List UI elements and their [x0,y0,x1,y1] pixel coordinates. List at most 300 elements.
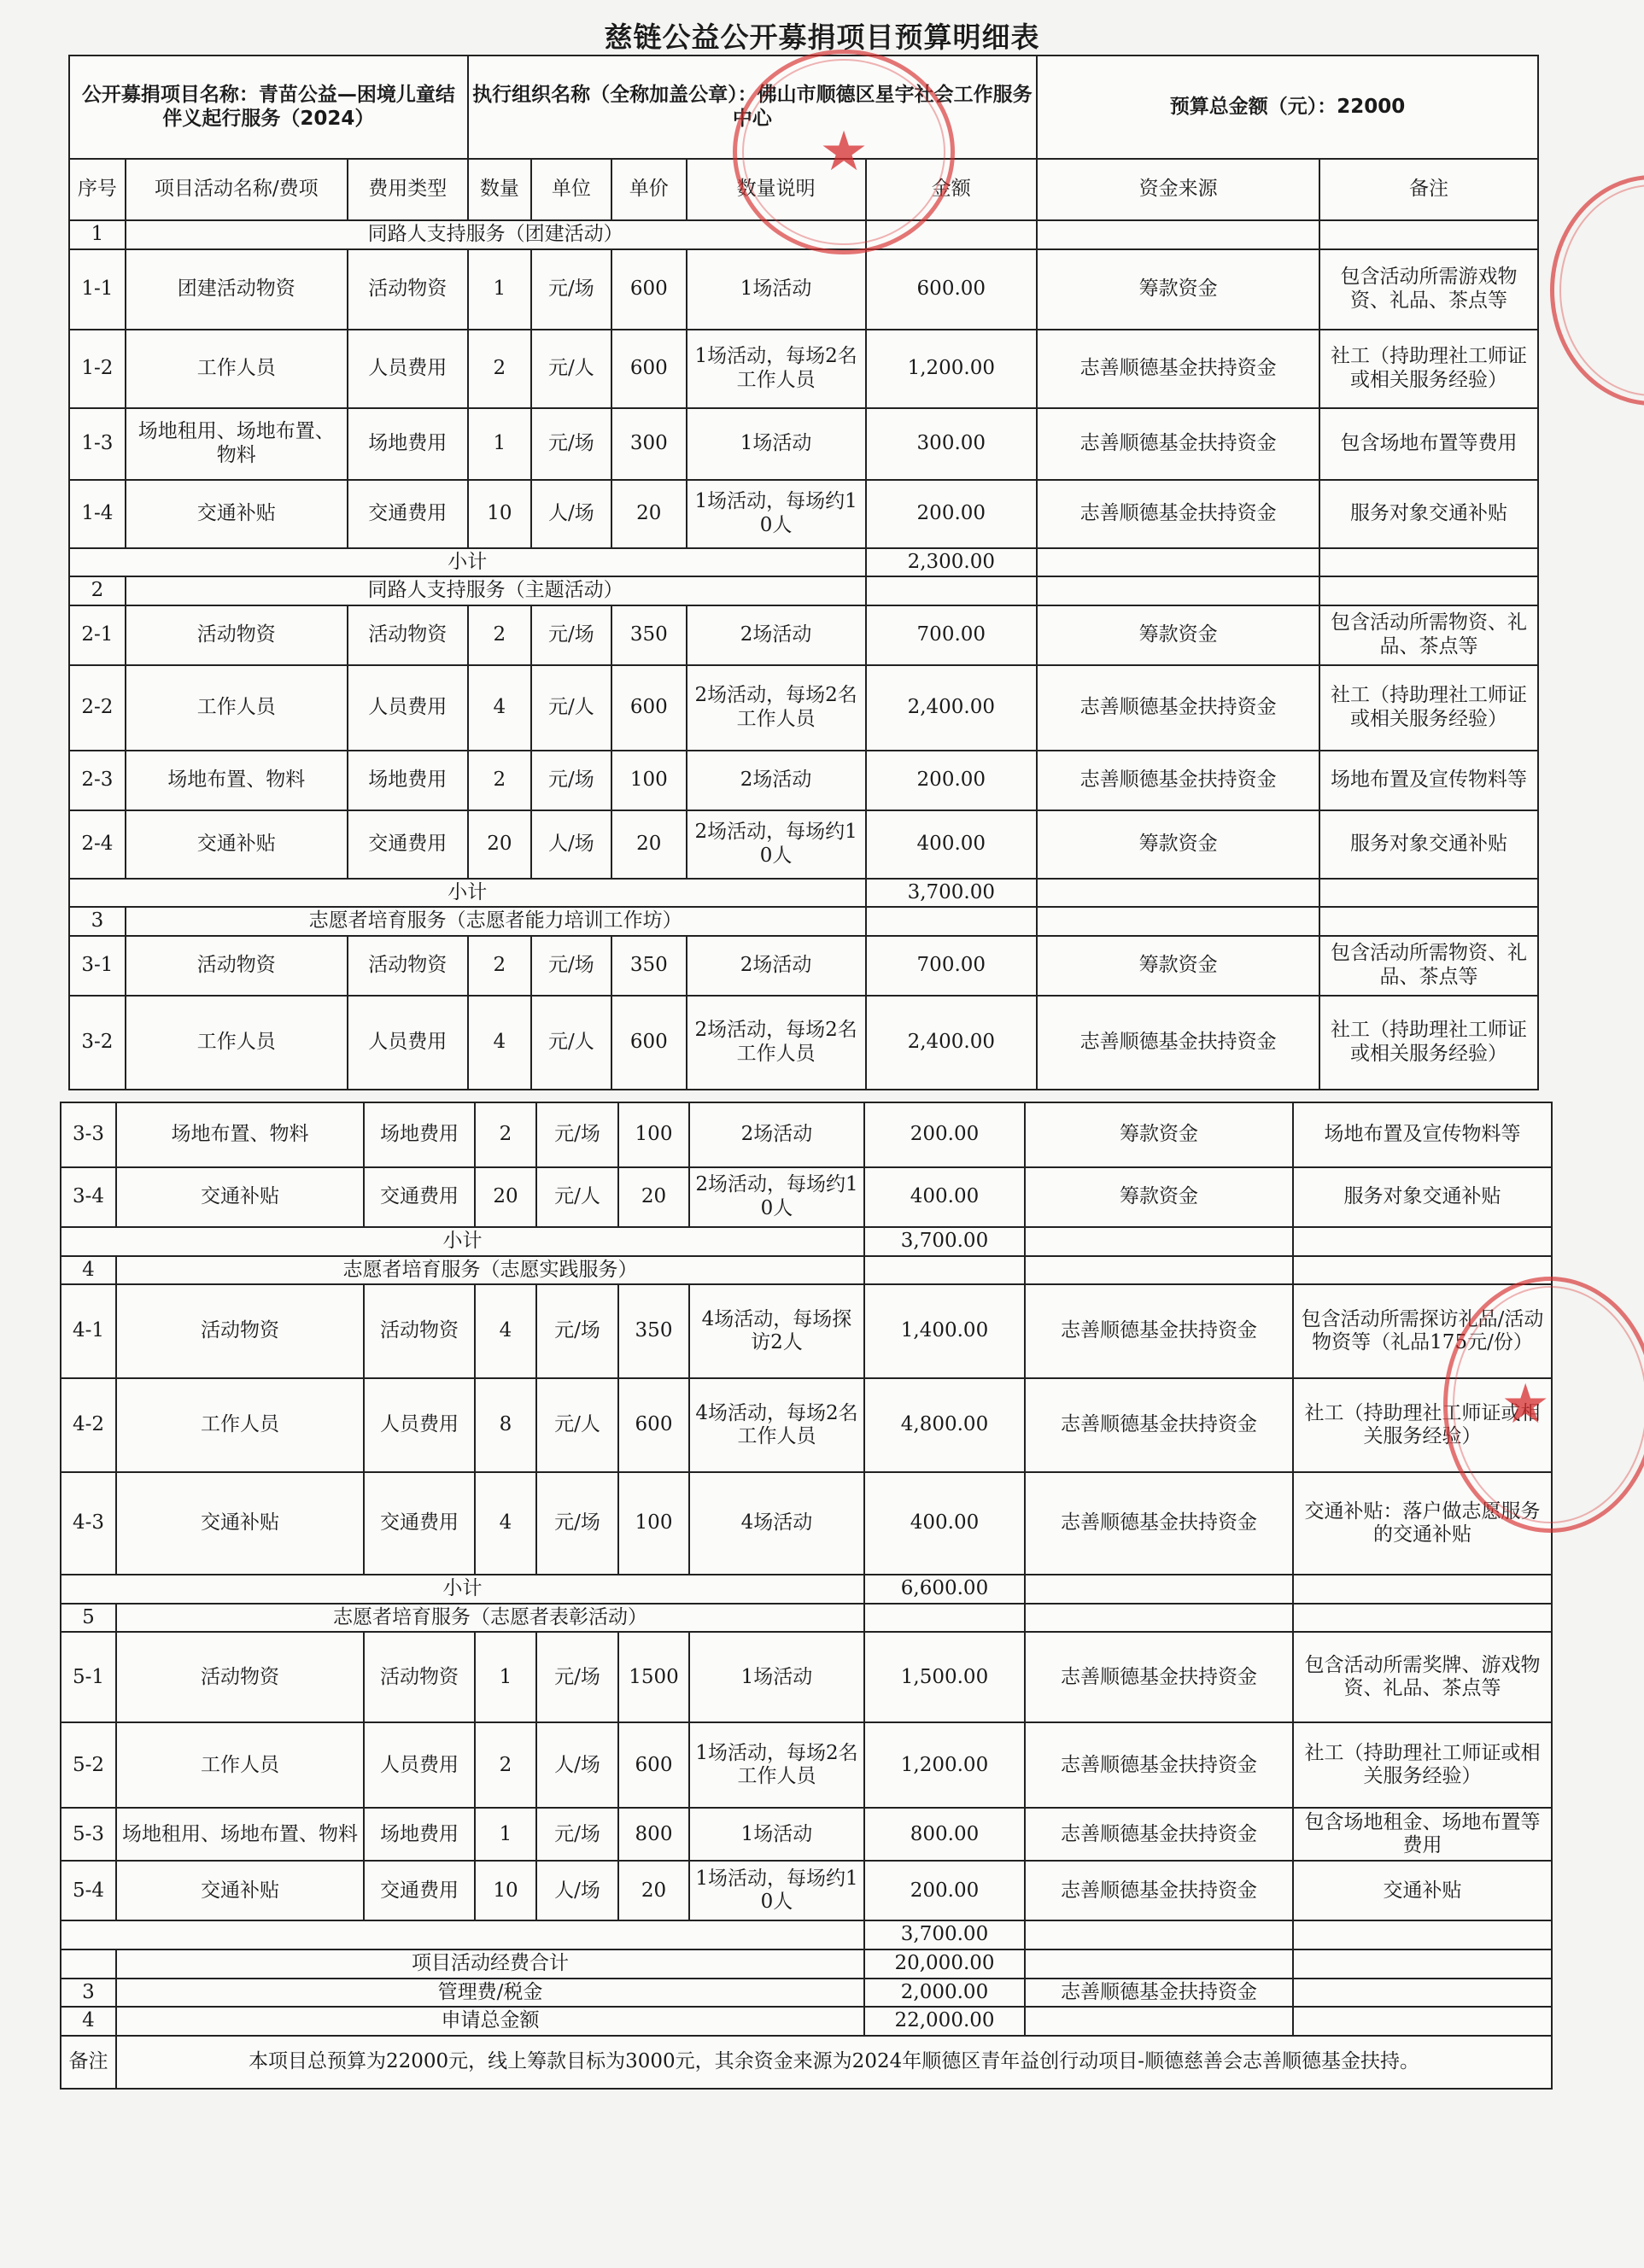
item-name: 工作人员 [126,996,348,1090]
item-number: 3-1 [69,936,126,996]
budget-table-part-2 [60,1102,1553,2090]
section-title: 志愿者培育服务（志愿实践服务） [116,1256,864,1285]
item-type: 场地费用 [348,751,468,810]
item-number: 2-1 [69,605,126,665]
item-unit-price: 600 [611,665,687,751]
section-header-row [69,907,1538,936]
section-header-row [69,220,1538,249]
item-number: 3-4 [61,1167,116,1227]
official-seal-lower: ★ [1443,1277,1644,1533]
item-amount: 400.00 [864,1472,1025,1575]
item-unit-price: 600 [618,1722,689,1808]
item-type: 场地费用 [364,1808,475,1861]
item-description: 2场活动，每场2名工作人员 [687,996,866,1090]
item-unit: 元/场 [536,1632,618,1722]
item-quantity: 2 [475,1102,536,1167]
table-row [69,605,1538,665]
item-unit-price: 20 [618,1167,689,1227]
item-unit: 元/场 [536,1102,618,1167]
item-amount: 2,400.00 [866,996,1038,1090]
item-unit-price: 20 [611,480,687,548]
empty-cell [1037,576,1319,605]
item-description: 2场活动，每场约10人 [687,810,866,879]
item-unit: 人/场 [531,810,611,879]
item-fund-source: 志善顺德基金扶持资金 [1037,665,1319,751]
item-unit-price: 20 [611,810,687,879]
item-type: 交通费用 [364,1167,475,1227]
item-amount: 1,500.00 [864,1632,1025,1722]
item-description: 1场活动，每场2名工作人员 [687,330,866,408]
item-number: 3-3 [61,1102,116,1167]
item-unit-price: 300 [611,408,687,480]
item-fund-source: 志善顺德基金扶持资金 [1037,996,1319,1090]
item-type: 人员费用 [348,996,468,1090]
official-seal-right [1550,175,1644,406]
project-name: 公开募捐项目名称：青苗公益—困境儿童结伴义起行服务（2024） [69,56,468,159]
item-description: 4场活动，每场探访2人 [689,1284,864,1378]
item-amount: 800.00 [864,1808,1025,1861]
table-row [69,665,1538,751]
subtotal-amount: 3,700.00 [864,1920,1025,1949]
item-fund-source: 志善顺德基金扶持资金 [1025,1632,1293,1722]
item-fund-source: 筹款资金 [1037,936,1319,996]
empty-cell [61,1949,116,1979]
table-row [61,1722,1552,1808]
item-name: 交通补贴 [126,480,348,548]
item-quantity: 2 [468,936,531,996]
item-note: 场地布置及宣传物料等 [1293,1102,1552,1167]
item-name: 活动物资 [126,936,348,996]
item-type: 场地费用 [364,1102,475,1167]
item-name: 活动物资 [116,1284,364,1378]
table-row [61,1167,1552,1227]
table-row [61,1284,1552,1378]
empty-cell [1025,1575,1293,1604]
item-description: 1场活动，每场约10人 [687,480,866,548]
item-name: 工作人员 [126,330,348,408]
item-type: 活动物资 [348,605,468,665]
item-fund-source: 志善顺德基金扶持资金 [1037,408,1319,480]
item-description: 1场活动，每场约10人 [689,1861,864,1920]
item-description: 1场活动 [689,1808,864,1861]
empty-cell [1319,576,1538,605]
item-name: 交通补贴 [116,1861,364,1920]
item-name: 场地布置、物料 [116,1102,364,1167]
subtotal-label: 小计 [61,1227,864,1256]
item-amount: 400.00 [864,1167,1025,1227]
empty-cell [1293,1604,1552,1633]
item-note: 交通补贴：落户做志愿服务的交通补贴 [1293,1472,1552,1575]
table-row [61,1472,1552,1575]
item-quantity: 4 [468,996,531,1090]
table-row [61,1378,1552,1472]
item-fund-source: 志善顺德基金扶持资金 [1025,1722,1293,1808]
empty-cell [864,1256,1025,1285]
item-type: 活动物资 [364,1284,475,1378]
item-amount: 300.00 [866,408,1038,480]
item-name: 场地租用、场地布置、物料 [126,408,348,480]
item-amount: 700.00 [866,605,1038,665]
subtotal-row [61,1920,1552,1949]
apply-total-row [61,2007,1552,2036]
subtotal-row [61,1227,1552,1256]
item-name: 场地布置、物料 [126,751,348,810]
item-description: 2场活动，每场约10人 [689,1167,864,1227]
item-note: 包含活动所需物资、礼品、茶点等 [1319,936,1538,996]
section-number: 2 [69,576,126,605]
item-note: 社工（持助理社工师证或相关服务经验） [1293,1378,1552,1472]
item-number: 5-1 [61,1632,116,1722]
table-row [69,996,1538,1090]
empty-cell [1025,1604,1293,1633]
col-header: 数量 [468,159,531,220]
item-number: 4-2 [61,1378,116,1472]
item-fund-source: 筹款资金 [1025,1102,1293,1167]
empty-cell [1319,220,1538,249]
item-type: 人员费用 [364,1378,475,1472]
item-name: 交通补贴 [116,1167,364,1227]
item-name: 工作人员 [126,665,348,751]
item-unit: 元/人 [531,330,611,408]
item-quantity: 4 [468,665,531,751]
item-name: 团建活动物资 [126,249,348,330]
col-header: 单位 [531,159,611,220]
empty-cell [1293,1949,1552,1979]
item-description: 2场活动 [687,936,866,996]
empty-cell [1025,2007,1293,2036]
remarks-text: 本项目总预算为22000元，线上筹款目标为3000元，其余资金来源为2024年顺德区青年益创行动项目-顺德慈善会志善顺德基金扶持。 [116,2036,1552,2089]
item-number: 1-3 [69,408,126,480]
item-type: 活动物资 [348,936,468,996]
item-description: 2场活动 [687,605,866,665]
item-quantity: 2 [468,605,531,665]
item-type: 交通费用 [364,1861,475,1920]
item-number: 4-1 [61,1284,116,1378]
table-row [69,330,1538,408]
item-fund-source: 志善顺德基金扶持资金 [1025,1861,1293,1920]
table-row [69,936,1538,996]
item-quantity: 1 [475,1808,536,1861]
item-number: 2-4 [69,810,126,879]
item-quantity: 20 [475,1167,536,1227]
item-amount: 700.00 [866,936,1038,996]
item-quantity: 2 [468,330,531,408]
item-fund-source: 志善顺德基金扶持资金 [1025,1472,1293,1575]
mgmt-amount: 2,000.00 [864,1979,1025,2008]
item-unit: 元/场 [536,1284,618,1378]
item-description: 2场活动 [687,751,866,810]
table-row [69,408,1538,480]
item-name: 交通补贴 [126,810,348,879]
item-unit-price: 350 [611,936,687,996]
item-note: 包含场地租金、场地布置等费用 [1293,1808,1552,1861]
col-header: 备注 [1319,159,1538,220]
apply-amount: 22,000.00 [864,2007,1025,2036]
item-fund-source: 志善顺德基金扶持资金 [1025,1378,1293,1472]
item-quantity: 8 [475,1378,536,1472]
subtotal-label: 小计 [61,1575,864,1604]
item-fund-source: 志善顺德基金扶持资金 [1037,751,1319,810]
empty-cell [1293,1256,1552,1285]
section-title: 志愿者培育服务（志愿者能力培训工作坊） [126,907,866,936]
empty-cell [1293,1227,1552,1256]
item-description: 1场活动 [687,249,866,330]
item-amount: 1,400.00 [864,1284,1025,1378]
item-note: 包含场地布置等费用 [1319,408,1538,480]
table-row [69,249,1538,330]
item-unit-price: 100 [618,1472,689,1575]
item-quantity: 2 [468,751,531,810]
item-number: 5-4 [61,1861,116,1920]
item-unit: 元/场 [531,408,611,480]
subtotal-amount: 3,700.00 [864,1227,1025,1256]
item-name: 交通补贴 [116,1472,364,1575]
official-seal-top: ★ [733,50,955,254]
item-note: 交通补贴 [1293,1861,1552,1920]
item-unit: 元/场 [531,605,611,665]
table-row [69,810,1538,879]
item-unit: 元/人 [531,665,611,751]
mgmt-label: 管理费/税金 [116,1979,864,2008]
mgmt-fund-source: 志善顺德基金扶持资金 [1025,1979,1293,2008]
section-title: 志愿者培育服务（志愿者表彰活动） [116,1604,864,1633]
page-title: 慈链公益公开募捐项目预算明细表 [604,20,1040,54]
item-description: 1场活动 [687,408,866,480]
remarks-label: 备注 [61,2036,116,2089]
item-fund-source: 志善顺德基金扶持资金 [1025,1284,1293,1378]
column-header-row [69,159,1538,220]
item-type: 交通费用 [348,810,468,879]
management-fee-row [61,1979,1552,2008]
item-note: 包含活动所需探访礼品/活动物资等（礼品175元/份） [1293,1284,1552,1378]
item-fund-source: 筹款资金 [1037,810,1319,879]
table-row [61,1861,1552,1920]
item-name: 活动物资 [116,1632,364,1722]
item-fund-source: 筹款资金 [1025,1167,1293,1227]
item-note: 社工（持助理社工师证或相关服务经验） [1293,1722,1552,1808]
item-note: 服务对象交通补贴 [1319,810,1538,879]
col-header: 单价 [611,159,687,220]
item-number: 1-1 [69,249,126,330]
subtotal-amount: 3,700.00 [866,879,1038,908]
item-amount: 400.00 [866,810,1038,879]
empty-cell [1037,907,1319,936]
item-number: 5-2 [61,1722,116,1808]
item-type: 活动物资 [364,1632,475,1722]
section-header-row [61,1256,1552,1285]
empty-cell [1037,548,1319,577]
col-header: 项目活动名称/费项 [126,159,348,220]
item-note: 社工（持助理社工师证或相关服务经验） [1319,330,1538,408]
col-header: 金额 [866,159,1038,220]
item-unit-price: 600 [618,1378,689,1472]
item-unit: 元/人 [536,1167,618,1227]
col-header: 序号 [69,159,126,220]
subtotal-label [61,1920,864,1949]
col-header: 资金来源 [1037,159,1319,220]
empty-cell [1319,548,1538,577]
activity-total-row [61,1949,1552,1979]
item-amount: 4,800.00 [864,1378,1025,1472]
activity-total-amount: 20,000.00 [864,1949,1025,1979]
item-quantity: 1 [475,1632,536,1722]
item-amount: 200.00 [864,1102,1025,1167]
section-header-row [69,576,1538,605]
section-header-row [61,1604,1552,1633]
item-unit-price: 20 [618,1861,689,1920]
empty-cell [1025,1227,1293,1256]
item-unit: 人/场 [536,1861,618,1920]
item-unit: 元/场 [536,1808,618,1861]
subtotal-row [69,548,1538,577]
item-unit: 人/场 [531,480,611,548]
empty-cell [866,576,1038,605]
item-name: 场地租用、场地布置、物料 [116,1808,364,1861]
item-fund-source: 筹款资金 [1037,249,1319,330]
section-number: 4 [61,1256,116,1285]
item-fund-source: 志善顺德基金扶持资金 [1025,1808,1293,1861]
item-type: 人员费用 [364,1722,475,1808]
item-number: 2-3 [69,751,126,810]
empty-cell [1037,879,1319,908]
section-number: 3 [69,907,126,936]
item-amount: 200.00 [866,480,1038,548]
budget-table-part-1 [68,55,1539,1090]
item-description: 1场活动 [689,1632,864,1722]
subtotal-label: 小计 [69,548,866,577]
item-unit: 元/场 [531,936,611,996]
table-row [69,480,1538,548]
item-unit-price: 600 [611,249,687,330]
item-unit-price: 350 [611,605,687,665]
empty-cell [1293,1920,1552,1949]
empty-cell [866,220,1038,249]
item-unit-price: 600 [611,330,687,408]
item-unit: 人/场 [536,1722,618,1808]
col-header: 数量说明 [687,159,866,220]
item-note: 包含活动所需物资、礼品、茶点等 [1319,605,1538,665]
item-quantity: 1 [468,249,531,330]
item-quantity: 10 [468,480,531,548]
item-quantity: 4 [475,1284,536,1378]
item-description: 2场活动 [689,1102,864,1167]
mgmt-number: 3 [61,1979,116,2008]
item-quantity: 20 [468,810,531,879]
item-note: 社工（持助理社工师证或相关服务经验） [1319,665,1538,751]
table-row [61,1808,1552,1861]
item-unit-price: 100 [618,1102,689,1167]
item-type: 人员费用 [348,330,468,408]
item-unit-price: 350 [618,1284,689,1378]
empty-cell [1025,1256,1293,1285]
empty-cell [1025,1949,1293,1979]
item-unit: 元/人 [536,1378,618,1472]
item-unit: 元/人 [531,996,611,1090]
item-description: 4场活动 [689,1472,864,1575]
subtotal-row [69,879,1538,908]
remarks-row [61,2036,1552,2089]
item-number: 1-4 [69,480,126,548]
table-row [61,1632,1552,1722]
item-note: 包含活动所需游戏物资、礼品、茶点等 [1319,249,1538,330]
item-name: 活动物资 [126,605,348,665]
item-type: 交通费用 [364,1472,475,1575]
item-type: 活动物资 [348,249,468,330]
empty-cell [1037,220,1319,249]
item-type: 场地费用 [348,408,468,480]
table-row [69,751,1538,810]
item-amount: 1,200.00 [866,330,1038,408]
col-header: 费用类型 [348,159,468,220]
item-name: 工作人员 [116,1378,364,1472]
activity-total-label: 项目活动经费合计 [116,1949,864,1979]
item-unit-price: 100 [611,751,687,810]
item-name: 工作人员 [116,1722,364,1808]
subtotal-row [61,1575,1552,1604]
item-note: 服务对象交通补贴 [1319,480,1538,548]
empty-cell [864,1604,1025,1633]
item-quantity: 10 [475,1861,536,1920]
table-row [61,1102,1552,1167]
empty-cell [1025,1920,1293,1949]
item-quantity: 1 [468,408,531,480]
item-number: 3-2 [69,996,126,1090]
apply-number: 4 [61,2007,116,2036]
org-name: 执行组织名称（全称加盖公章）：佛山市顺德区星宇社会工作服务中心 [468,56,1037,159]
item-description: 1场活动，每场2名工作人员 [689,1722,864,1808]
section-title: 同路人支持服务（主题活动） [126,576,866,605]
apply-label: 申请总金额 [116,2007,864,2036]
section-number: 1 [69,220,126,249]
item-unit-price: 1500 [618,1632,689,1722]
item-description: 4场活动，每场2名工作人员 [689,1378,864,1472]
item-description: 2场活动，每场2名工作人员 [687,665,866,751]
item-fund-source: 筹款资金 [1037,605,1319,665]
item-note: 社工（持助理社工师证或相关服务经验） [1319,996,1538,1090]
item-fund-source: 志善顺德基金扶持资金 [1037,330,1319,408]
item-quantity: 4 [475,1472,536,1575]
item-amount: 600.00 [866,249,1038,330]
item-type: 人员费用 [348,665,468,751]
empty-cell [866,907,1038,936]
item-note: 服务对象交通补贴 [1293,1167,1552,1227]
subtotal-label: 小计 [69,879,866,908]
section-title: 同路人支持服务（团建活动） [126,220,866,249]
item-number: 5-3 [61,1808,116,1861]
empty-cell [1293,1575,1552,1604]
item-unit: 元/场 [531,751,611,810]
subtotal-amount: 2,300.00 [866,548,1038,577]
item-number: 4-3 [61,1472,116,1575]
empty-cell [1319,907,1538,936]
item-unit: 元/场 [531,249,611,330]
empty-cell [1293,1979,1552,2008]
item-unit-price: 800 [618,1808,689,1861]
item-amount: 2,400.00 [866,665,1038,751]
item-quantity: 2 [475,1722,536,1808]
empty-cell [1319,879,1538,908]
item-unit-price: 600 [611,996,687,1090]
item-number: 2-2 [69,665,126,751]
section-number: 5 [61,1604,116,1633]
total-budget: 预算总金额（元）：22000 [1037,56,1538,159]
item-amount: 200.00 [864,1861,1025,1920]
item-amount: 1,200.00 [864,1722,1025,1808]
empty-cell [1293,2007,1552,2036]
item-amount: 200.00 [866,751,1038,810]
item-type: 交通费用 [348,480,468,548]
item-note: 场地布置及宣传物料等 [1319,751,1538,810]
